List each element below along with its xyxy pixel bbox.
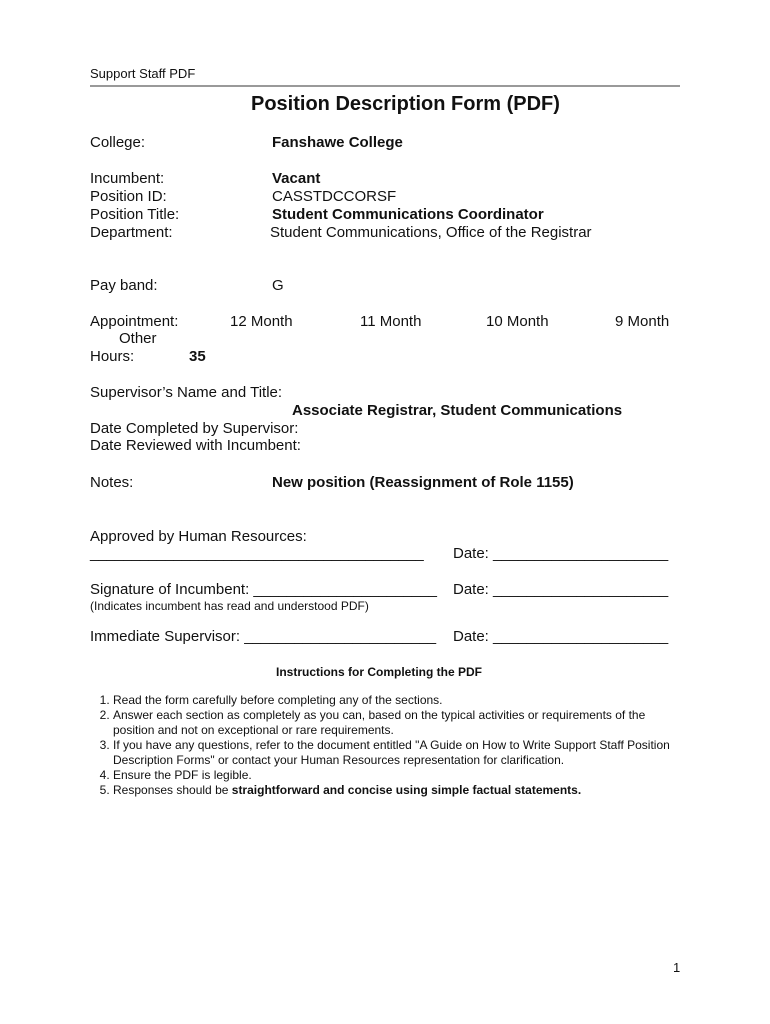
department-value: Student Communications, Office of the Registrar — [270, 224, 592, 241]
appointment-option-10-month: 10 Month — [486, 313, 549, 330]
hr-signature-line: ________________________________________ — [90, 545, 424, 562]
instructions-title: Instructions for Completing the PDF — [276, 665, 482, 679]
college-value: Fanshawe College — [272, 134, 403, 151]
notes-value: New position (Reassignment of Role 1155) — [272, 474, 574, 491]
instruction-item: 3. If you have any questions, refer to the document entitled "A Guide on How to Write Support Staff Position Description Forms" or contact your Human Resources representation for clarification. — [113, 738, 680, 768]
incumbent-signature-note: (Indicates incumbent has read and understood PDF) — [90, 599, 369, 613]
position-id-value: CASSTDCCORSF — [272, 188, 397, 205]
incumbent-value: Vacant — [272, 170, 321, 187]
hr-approval-label: Approved by Human Resources: — [90, 528, 307, 545]
notes-label: Notes: — [90, 474, 134, 491]
appointment-option-9-month: 9 Month — [615, 313, 670, 330]
instruction-item-emphasis: straightforward and concise using simple factual statements. — [231, 783, 582, 797]
date-reviewed-label: Date Reviewed with Incumbent: — [90, 437, 301, 454]
document-header-label: Support Staff PDF — [90, 66, 196, 81]
department-label: Department: — [90, 224, 173, 241]
instruction-item: 4. Ensure the PDF is legible. — [113, 768, 680, 783]
instructions-list — [90, 693, 680, 798]
incumbent-date-line: Date: _____________________ — [453, 581, 669, 598]
appointment-label: Appointment: — [90, 313, 179, 330]
appointment-option-11-month: 11 Month — [360, 313, 422, 330]
supervisor-signature-line: Immediate Supervisor: _______________________ — [90, 628, 437, 645]
appointment-option-12-month: 12 Month — [230, 313, 293, 330]
incumbent-label: Incumbent: — [90, 170, 165, 187]
supervisor-name-title-value: Associate Registrar, Student Communications — [292, 402, 623, 419]
instruction-item: 1. Read the form carefully before completing any of the sections. — [113, 693, 680, 708]
page-number: 1 — [673, 960, 681, 975]
position-title-label: Position Title: — [90, 206, 180, 223]
pay-band-value: G — [272, 277, 284, 294]
instruction-item: 2. Answer each section as completely as you can, based on the typical activities or requirements of the position and not on exceptional or rare requirements. — [113, 708, 680, 738]
date-completed-label: Date Completed by Supervisor: — [90, 420, 299, 437]
appointment-option-other: Other — [119, 330, 157, 347]
header-divider — [90, 85, 680, 87]
position-id-label: Position ID: — [90, 188, 167, 205]
instruction-item — [113, 783, 680, 798]
position-title-value: Student Communications Coordinator — [272, 206, 544, 223]
pay-band-label: Pay band: — [90, 277, 158, 294]
instruction-item-text: Responses should be — [113, 783, 229, 797]
hours-label: Hours: — [90, 348, 135, 365]
hr-date-line: Date: _____________________ — [453, 545, 669, 562]
college-label: College: — [90, 134, 146, 151]
supervisor-name-title-label: Supervisor’s Name and Title: — [90, 384, 283, 401]
hours-value: 35 — [189, 348, 206, 365]
page-title: Position Description Form (PDF) — [251, 93, 560, 115]
incumbent-signature-line: Signature of Incumbent: ______________________ — [90, 581, 437, 598]
supervisor-date-line: Date: _____________________ — [453, 628, 669, 645]
